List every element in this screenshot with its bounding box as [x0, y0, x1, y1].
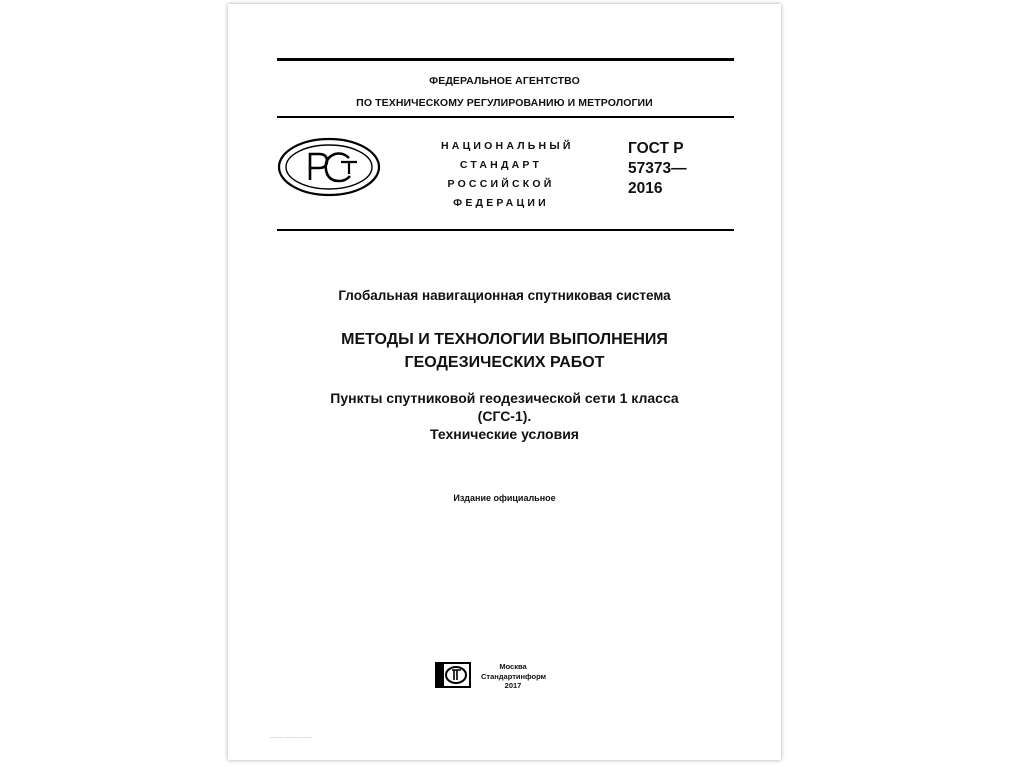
designation-line: 57373— [628, 160, 687, 177]
publisher-line: 2017 [504, 681, 522, 690]
national-line: СТАНДАРТ [459, 159, 543, 171]
national-standard-caption [441, 137, 574, 213]
agency-line-2: ПО ТЕХНИЧЕСКОМУ РЕГУЛИРОВАНИЮ И МЕТРОЛОГИИ [356, 97, 653, 109]
standartinform-logo-icon [435, 662, 471, 693]
top-rule [277, 58, 734, 61]
national-line: РОССИЙСКОЙ [447, 178, 555, 190]
main-title-line: МЕТОДЫ И ТЕХНОЛОГИИ ВЫПОЛНЕНИЯ [341, 331, 668, 348]
subtitle-line: Технические условия [430, 426, 579, 442]
gost-r-certification-mark-icon [277, 137, 381, 202]
edition-label: Издание официальное [453, 493, 556, 503]
publisher-line: Москва [499, 662, 527, 671]
publisher-line: Стандартинформ [481, 671, 547, 681]
national-line: ФЕДЕРАЦИИ [453, 197, 549, 209]
main-title-line: ГЕОДЕЗИЧЕСКИХ РАБОТ [404, 354, 605, 371]
header-rule [277, 116, 734, 118]
agency-line-1: ФЕДЕРАЛЬНОЕ АГЕНТСТВО [429, 75, 580, 87]
designation-line: 2016 [628, 180, 663, 197]
footnote-text: ________ ________ ________ [270, 734, 312, 738]
main-title [228, 328, 781, 374]
document-page [228, 4, 781, 760]
designation-line: ГОСТ Р [628, 140, 684, 157]
subtitle [228, 389, 781, 443]
divider-rule [277, 229, 734, 231]
publisher-imprint [481, 662, 545, 691]
subtitle-line: (СГС-1). [477, 408, 532, 424]
series-title: Глобальная навигационная спутниковая система [338, 288, 671, 303]
national-line: НАЦИОНАЛЬНЫЙ [441, 140, 574, 152]
standard-designation [628, 139, 687, 199]
subtitle-line: Пункты спутниковой геодезической сети 1 класса [330, 390, 679, 406]
